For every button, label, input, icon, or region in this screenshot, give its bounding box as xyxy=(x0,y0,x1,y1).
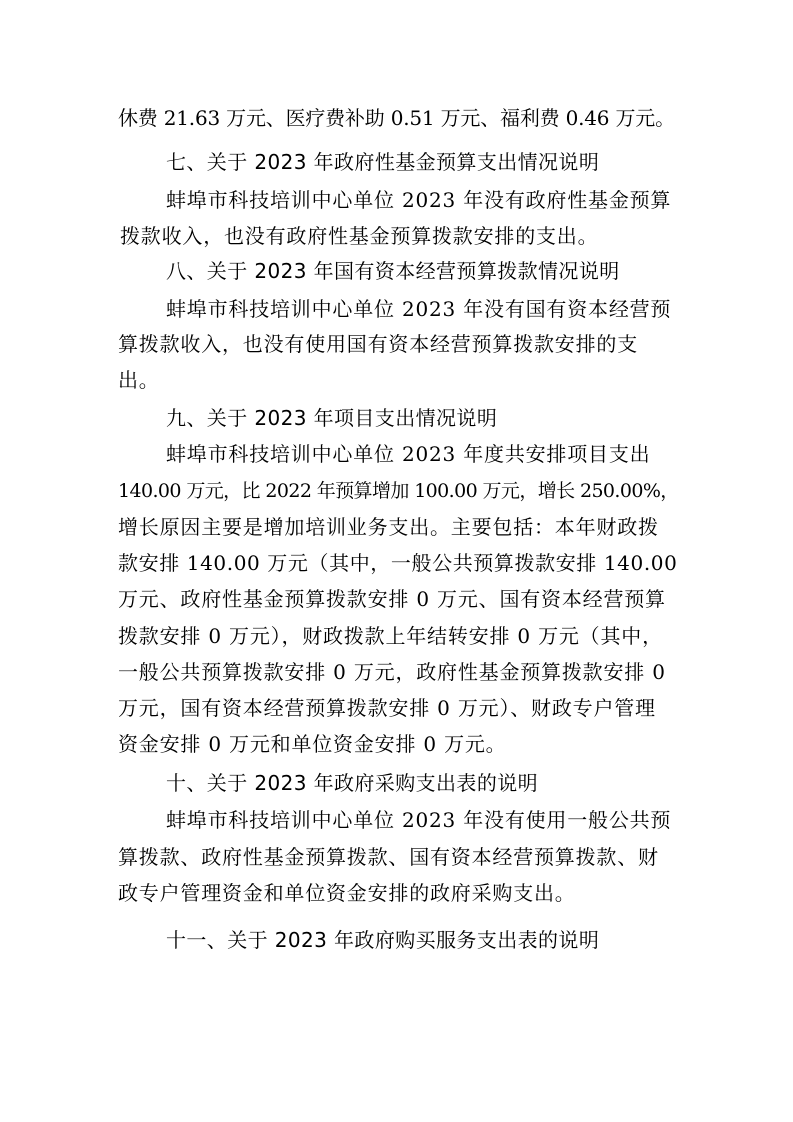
section-heading-10: 十、关于 2023 年政府采购支出表的说明 xyxy=(166,771,539,795)
paragraph-line: 蚌埠市科技培训中心单位 2023 年度共安排项目支出 xyxy=(166,442,651,466)
paragraph-line: 蚌埠市科技培训中心单位 2023 年没有使用一般公共预 xyxy=(166,808,672,832)
paragraph-line: 增长原因主要是增加培训业务支出。主要包括：本年财政拨 xyxy=(118,515,659,539)
paragraph-line: 一般公共预算拨款安排 0 万元，政府性基金预算拨款安排 0 xyxy=(118,660,666,684)
section-heading-9: 九、关于 2023 年项目支出情况说明 xyxy=(166,406,498,430)
paragraph-line: 资金安排 0 万元和单位资金安排 0 万元。 xyxy=(118,732,507,756)
paragraph-line: 拨款收入，也没有政府性基金预算拨款安排的支出。 xyxy=(120,224,599,248)
paragraph-line: 蚌埠市科技培训中心单位 2023 年没有政府性基金预算 xyxy=(166,188,672,212)
section-heading-8: 八、关于 2023 年国有资本经营预算拨款情况说明 xyxy=(166,259,620,283)
paragraph-line: 出。 xyxy=(118,368,160,392)
paragraph-line: 万元，国有资本经营预算拨款安排 0 万元）、财政专户管理 xyxy=(118,696,656,720)
paragraph-line: 140.00 万元，比 2022 年预算增加 100.00 万元，增长 250.00%， xyxy=(118,480,679,502)
paragraph-line: 蚌埠市科技培训中心单位 2023 年没有国有资本经营预 xyxy=(166,297,672,321)
paragraph-line: 款安排 140.00 万元（其中，一般公共预算拨款安排 140.00 xyxy=(118,551,678,575)
paragraph-line: 拨款安排 0 万元），财政拨款上年结转安排 0 万元（其中， xyxy=(118,624,663,648)
paragraph-line: 政专户管理资金和单位资金安排的政府采购支出。 xyxy=(118,881,576,905)
section-heading-7: 七、关于 2023 年政府性基金预算支出情况说明 xyxy=(166,150,600,174)
paragraph-line: 休费 21.63 万元、医疗费补助 0.51 万元、福利费 0.46 万元。 xyxy=(118,106,675,130)
paragraph-line: 算拨款收入，也没有使用国有资本经营预算拨款安排的支 xyxy=(118,332,638,356)
paragraph-line: 万元、政府性基金预算拨款安排 0 万元、国有资本经营预算 xyxy=(118,587,666,611)
paragraph-line: 算拨款、政府性基金预算拨款、国有资本经营预算拨款、财 xyxy=(118,845,659,869)
section-heading-11: 十一、关于 2023 年政府购买服务支出表的说明 xyxy=(166,928,600,952)
